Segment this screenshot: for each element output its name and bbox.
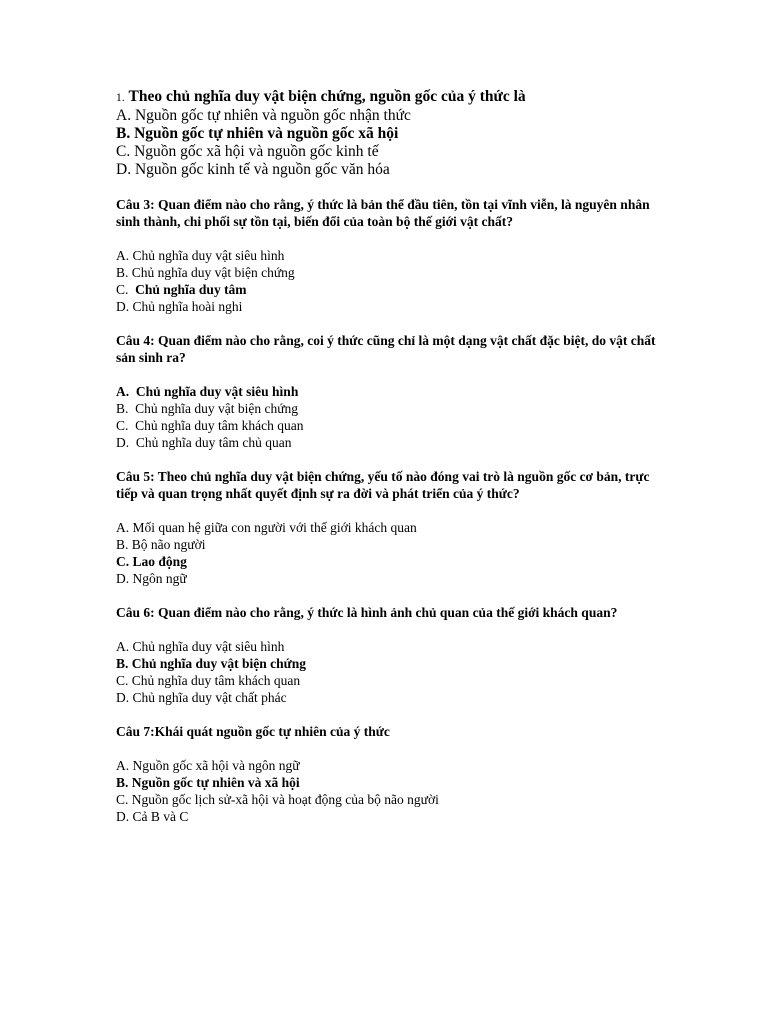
question-3-option-c-label: Chủ nghĩa duy tâm	[135, 282, 247, 297]
question-5-option-d: D. Ngôn ngữ	[116, 571, 187, 586]
question-3-option-c	[116, 281, 656, 298]
question-1-title-line	[116, 88, 656, 107]
question-5	[116, 468, 656, 587]
question-4-text: Câu 4: Quan điểm nào cho rằng, coi ý thức cũng chỉ là một dạng vật chất đặc biệt, do vật chất sản sinh ra?	[116, 333, 656, 365]
question-5-option-b: B. Bộ não người	[116, 537, 206, 552]
question-4-option-c: C. Chủ nghĩa duy tâm khách quan	[116, 418, 304, 433]
question-3-option-c-prefix: C.	[116, 282, 136, 297]
question-5-option-a: A. Mối quan hệ giữa con người với thế giới khách quan	[116, 520, 417, 535]
question-7-option-c: C. Nguồn gốc lịch sử-xã hội và hoạt động của bộ não người	[116, 792, 439, 807]
question-7	[116, 723, 656, 825]
question-6	[116, 604, 656, 706]
question-3	[116, 196, 656, 315]
question-7-option-b: B. Nguồn gốc tự nhiên và xã hội	[116, 775, 300, 790]
question-1-number: 1.	[116, 92, 125, 104]
question-3-option-d: D. Chủ nghĩa hoài nghi	[116, 299, 243, 314]
question-6-option-b: B. Chủ nghĩa duy vật biện chứng	[116, 656, 307, 671]
question-4-option-d: D. Chủ nghĩa duy tâm chủ quan	[116, 435, 292, 450]
question-6-option-c: C. Chủ nghĩa duy tâm khách quan	[116, 673, 301, 688]
question-1-option-a: A. Nguồn gốc tự nhiên và nguồn gốc nhận thức	[116, 107, 411, 124]
question-6-option-d: D. Chủ nghĩa duy vật chất phác	[116, 690, 287, 705]
question-3-option-b: B. Chủ nghĩa duy vật biện chứng	[116, 265, 295, 280]
question-4-option-b: B. Chủ nghĩa duy vật biện chứng	[116, 401, 299, 416]
question-7-text: Câu 7:Khái quát nguồn gốc tự nhiên của ý thức	[116, 724, 390, 739]
question-7-option-a: A. Nguồn gốc xã hội và ngôn ngữ	[116, 758, 300, 773]
question-1-title: Theo chủ nghĩa duy vật biện chứng, nguồn gốc của ý thức là	[128, 88, 526, 105]
question-1	[116, 88, 656, 179]
question-6-option-a: A. Chủ nghĩa duy vật siêu hình	[116, 639, 285, 654]
question-5-text: Câu 5: Theo chủ nghĩa duy vật biện chứng, yếu tố nào đóng vai trò là nguồn gốc cơ bản, trực tiếp và quan trọng nhất quyết định sự ra đời và phát triển của ý thức?	[116, 469, 650, 501]
question-7-option-d: D. Cả B và C	[116, 809, 189, 824]
document-page	[116, 88, 656, 825]
question-4	[116, 332, 656, 451]
question-5-option-c: C. Lao động	[116, 554, 187, 569]
question-3-text: Câu 3: Quan điểm nào cho rằng, ý thức là bản thể đầu tiên, tồn tại vĩnh viễn, là nguyên nhân sinh thành, chi phối sự tồn tại, biến đổi của toàn bộ thế giới vật chất?	[116, 197, 650, 229]
question-3-option-a: A. Chủ nghĩa duy vật siêu hình	[116, 248, 285, 263]
question-1-option-d: D. Nguồn gốc kinh tế và nguồn gốc văn hóa	[116, 161, 390, 178]
question-4-option-a: A. Chủ nghĩa duy vật siêu hình	[116, 384, 299, 399]
question-1-option-c: C. Nguồn gốc xã hội và nguồn gốc kinh tế	[116, 143, 379, 160]
question-1-option-b: B. Nguồn gốc tự nhiên và nguồn gốc xã hội	[116, 125, 399, 142]
question-6-text: Câu 6: Quan điểm nào cho rằng, ý thức là hình ảnh chủ quan của thế giới khách quan?	[116, 605, 618, 620]
